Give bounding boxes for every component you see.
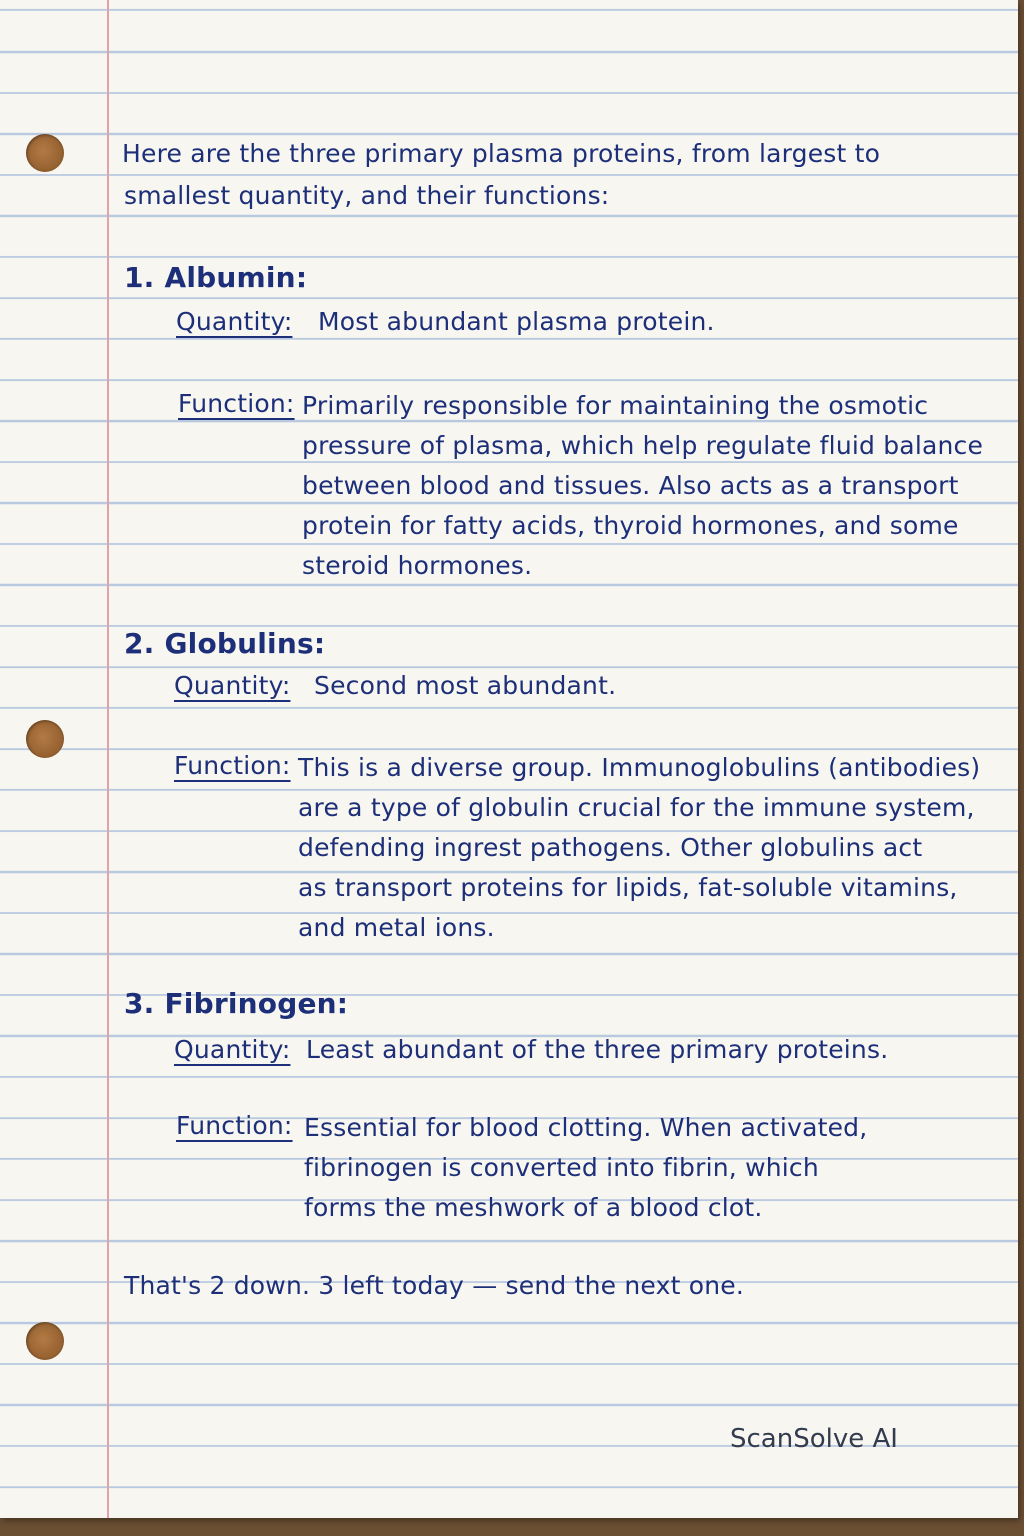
globulins-quantity-label: Quantity: bbox=[174, 671, 291, 700]
punch-hole bbox=[26, 134, 64, 172]
fibrinogen-heading: 3. Fibrinogen: bbox=[124, 987, 349, 1020]
globulins-quantity-text: Second most abundant. bbox=[314, 671, 617, 700]
function-line: forms the meshwork of a blood clot. bbox=[304, 1193, 763, 1222]
fibrinogen-quantity-text: Least abundant of the three primary proteins. bbox=[306, 1035, 889, 1064]
function-line: Primarily responsible for maintaining the osmotic bbox=[302, 391, 929, 420]
globulins-function-label: Function: bbox=[174, 751, 291, 780]
globulins-heading: 2. Globulins: bbox=[124, 627, 326, 660]
intro-line-2: smallest quantity, and their functions: bbox=[124, 181, 610, 210]
punch-hole bbox=[26, 1322, 64, 1360]
albumin-heading: 1. Albumin: bbox=[124, 261, 308, 294]
function-line: defending ingrest pathogens. Other globulins act bbox=[298, 833, 923, 862]
function-line: between blood and tissues. Also acts as a transport bbox=[302, 471, 959, 500]
function-line: This is a diverse group. Immunoglobulins (antibodies) bbox=[298, 753, 981, 782]
globulins-function-text bbox=[298, 748, 1008, 948]
function-line: fibrinogen is converted into fibrin, which bbox=[304, 1153, 819, 1182]
albumin-function-label: Function: bbox=[178, 389, 295, 418]
function-line: pressure of plasma, which help regulate fluid balance bbox=[302, 431, 984, 460]
fibrinogen-quantity-label: Quantity: bbox=[174, 1035, 291, 1064]
function-line: are a type of globulin crucial for the immune system, bbox=[298, 793, 975, 822]
closing-note: That's 2 down. 3 left today — send the next one. bbox=[124, 1271, 744, 1300]
margin-line bbox=[107, 0, 109, 1518]
albumin-quantity-label: Quantity: bbox=[176, 307, 293, 336]
fibrinogen-function-label: Function: bbox=[176, 1111, 293, 1140]
albumin-function-text bbox=[302, 386, 1002, 586]
function-line: protein for fatty acids, thyroid hormones, and some bbox=[302, 511, 959, 540]
punch-hole bbox=[26, 720, 64, 758]
albumin-quantity-text: Most abundant plasma protein. bbox=[318, 307, 715, 336]
function-line: as transport proteins for lipids, fat-soluble vitamins, bbox=[298, 873, 958, 902]
function-line: Essential for blood clotting. When activated, bbox=[304, 1113, 868, 1142]
intro-line-1: Here are the three primary plasma proteins, from largest to bbox=[122, 139, 881, 168]
function-line: and metal ions. bbox=[298, 913, 495, 942]
function-line: steroid hormones. bbox=[302, 551, 533, 580]
fibrinogen-function-text bbox=[304, 1108, 1004, 1228]
brand-signature: ScanSolve AI bbox=[730, 1424, 898, 1454]
